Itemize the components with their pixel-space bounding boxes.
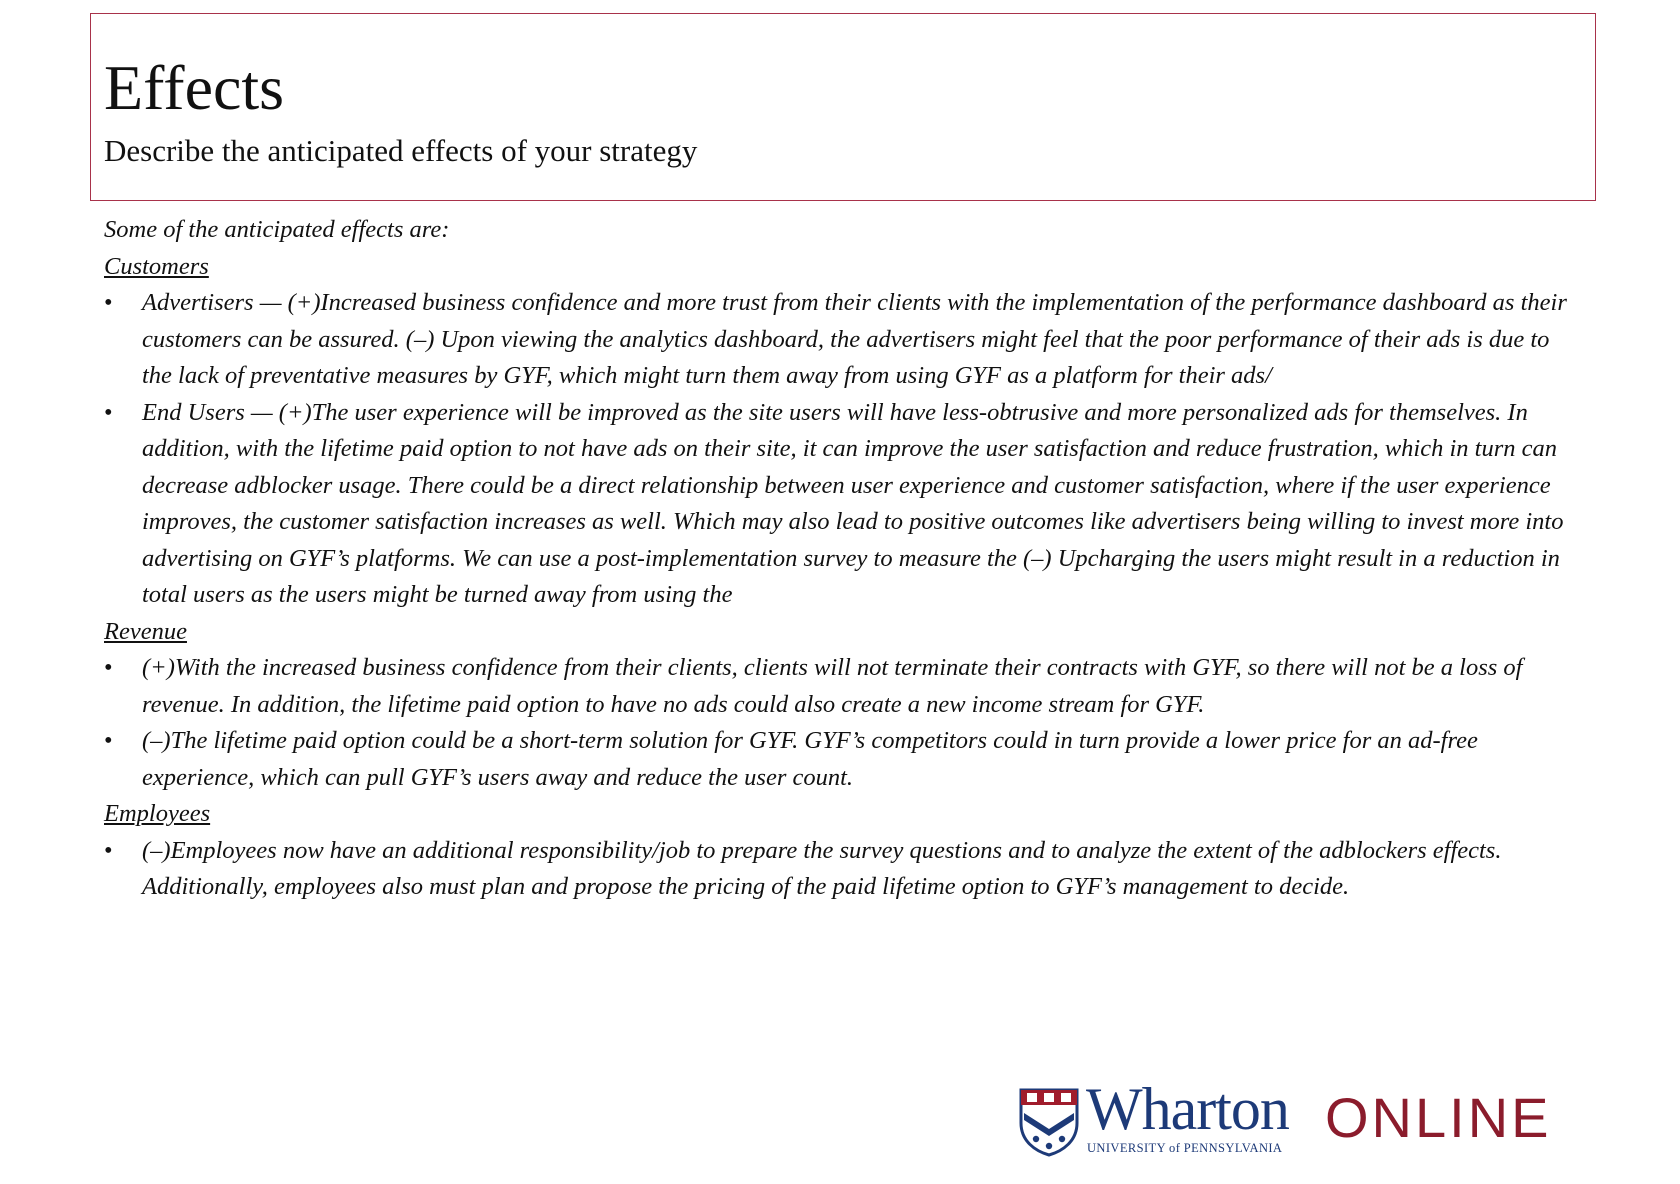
bullet-advertisers: • Advertisers — (+)Increased business confidence and more trust from their clients with the implementation of the performance dashboard as their customers can be assured. (–) Upon viewing the analytics dashboard, the advertisers might feel that the poor performance of their ads is due to the lack of preventative measures by GYF, which might turn them away from using GYF as a platform for their ads/	[104, 285, 1584, 395]
bullet-revenue-negative: • (–)The lifetime paid option could be a short-term solution for GYF. GYF’s competitors could in turn provide a lower price for an ad-free experience, which can pull GYF’s users away and reduce the user count.	[104, 723, 1584, 796]
section-heading-customers: Customers	[104, 252, 209, 280]
revenue-bullet-list	[104, 650, 1584, 796]
penn-shield-icon	[1018, 1087, 1080, 1157]
section-heading-employees: Employees	[104, 800, 211, 827]
customers-bullet-list	[104, 285, 1584, 614]
bullet-employees: • (–)Employees now have an additional responsibility/job to prepare the survey questions and to analyze the extent of the adblockers effects. Additionally, employees also must plan and propose the pricing of the paid lifetime option to GYF’s management to decide.	[104, 833, 1584, 906]
slide-title: Effects	[104, 52, 285, 123]
bullet-end-users: • End Users — (+)The user experience will be improved as the site users will have less-obtrusive and more personalized ads for themselves. In addition, with the lifetime paid option to not have ads on their site, it can improve the user satisfaction and reduce frustration, which in turn can decrease adblocker usage. There could be a direct relationship between user experience and customer satisfaction, where if the user experience improves, the customer satisfaction increases as well. Which may also lead to positive outcomes like advertisers being willing to invest more into advertising on GYF’s platforms. We can use a post-implementation survey to measure the (–) Upcharging the users might result in a reduction in total users as the users might be turned away from using the	[104, 395, 1584, 614]
university-of-pennsylvania-text: UNIVERSITY of PENNSYLVANIA	[1087, 1141, 1283, 1155]
employees-bullet-list	[104, 833, 1584, 906]
bullet-revenue-positive: • (+)With the increased business confidence from their clients, clients will not terminate their contracts with GYF, so there will not be a loss of revenue. In addition, the lifetime paid option to have no ads could also create a new income stream for GYF.	[104, 650, 1584, 723]
slide-body	[104, 212, 1584, 906]
title-box	[90, 13, 1596, 201]
section-heading-revenue: Revenue	[104, 617, 187, 645]
wharton-online-logo	[1018, 1076, 1578, 1165]
wharton-wordmark: Wharton	[1086, 1076, 1289, 1142]
slide-subtitle: Describe the anticipated effects of your strategy	[104, 133, 698, 168]
online-wordmark: ONLINE	[1325, 1086, 1552, 1149]
intro-text: Some of the anticipated effects are:	[104, 216, 450, 243]
